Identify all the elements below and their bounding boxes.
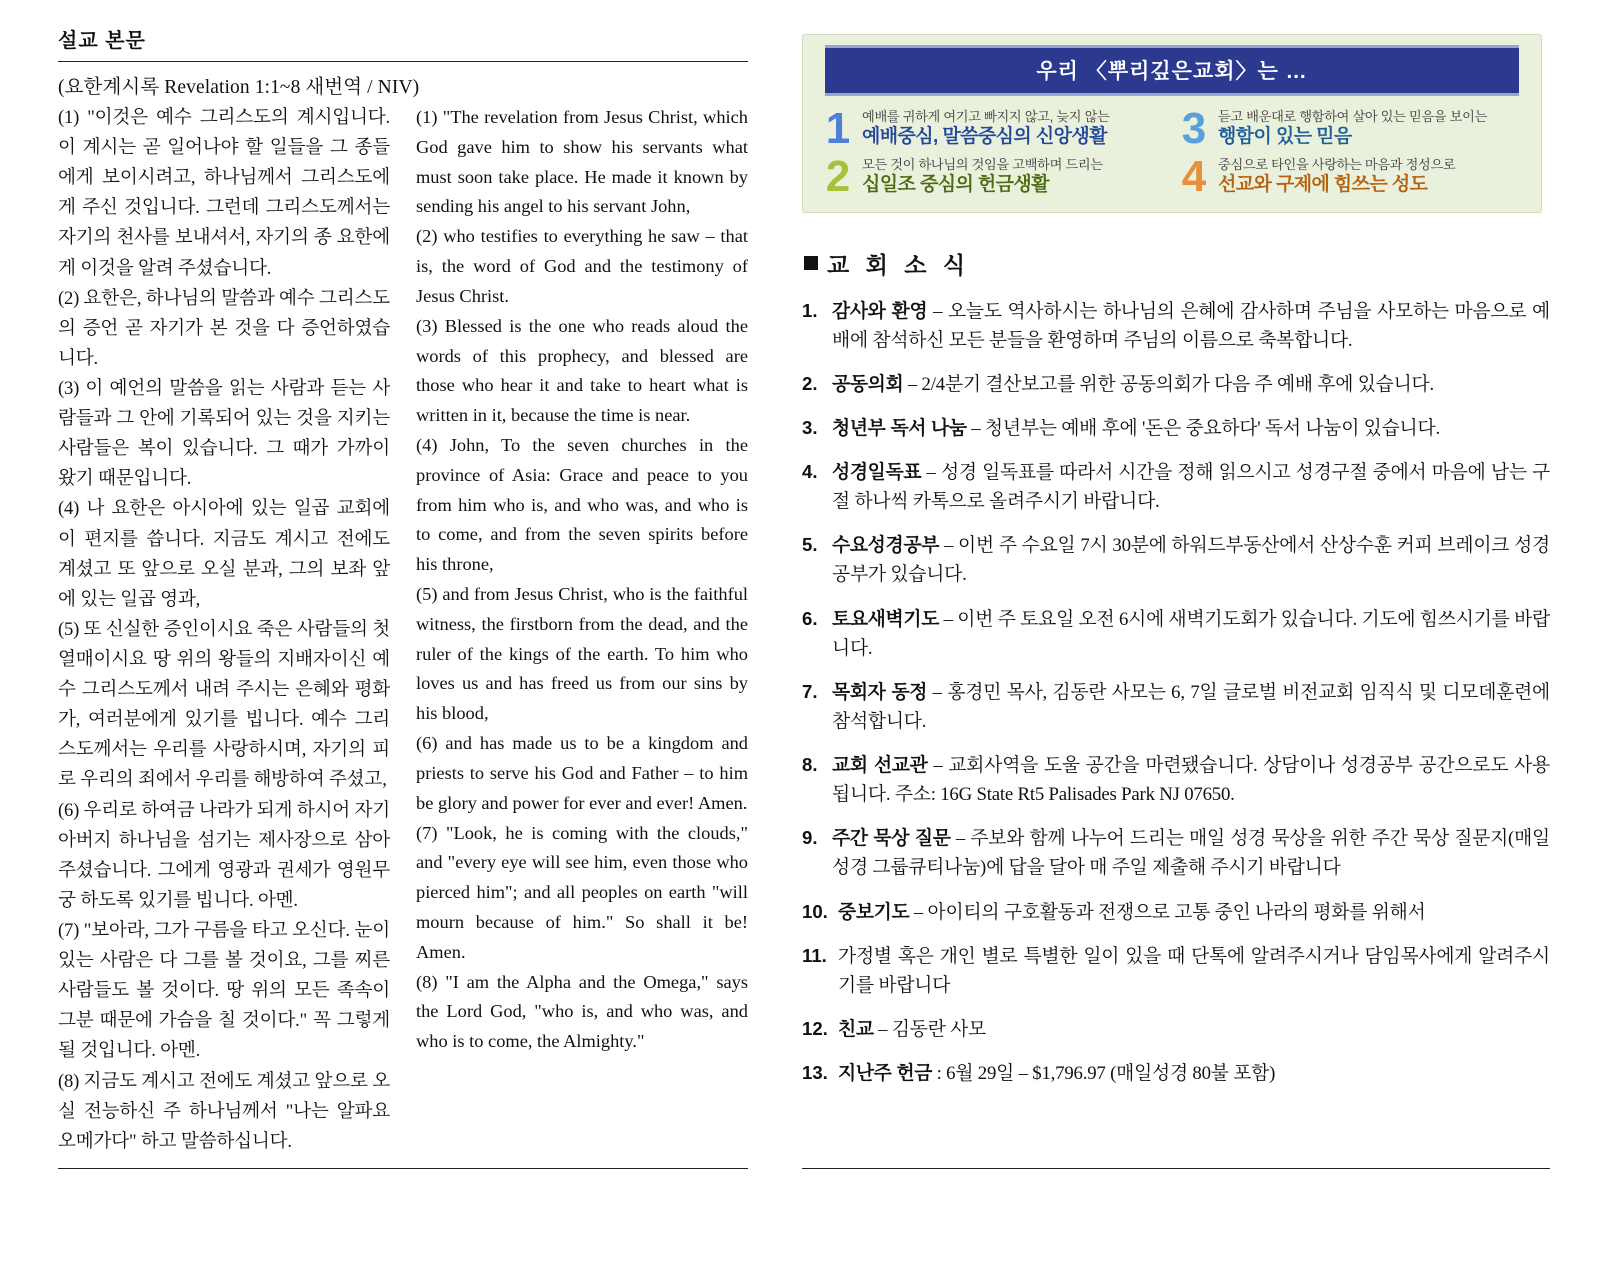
news-item-number: 12. [802,1017,828,1039]
scripture-english-column [416,103,748,1157]
list-item [802,750,1550,809]
right-page-bottom-divider [802,1168,1550,1169]
news-item-label: 지난주 헌금 [838,1062,933,1084]
news-item-label: 교회 선교관 [832,754,928,776]
news-item-number: 3. [802,416,818,438]
news-item-body [832,750,1550,809]
news-item-body [832,530,1550,589]
news-item-number: 5. [802,534,818,556]
news-item-body [832,413,1550,443]
news-item-text: – 오늘도 역사하시는 하나님의 은혜에 감사하며 주님을 사모하는 마음으로 예배에 참석하신 모든 분들을 환영하며 주님의 이름으로 축복합니다. [832,300,1550,351]
news-item-label: 공동의회 [832,372,904,394]
list-item [802,604,1550,663]
scripture-korean-column [58,103,390,1157]
news-item-number: 4. [802,461,818,483]
banner-items [815,104,1529,201]
scripture-korean-text: (1) "이것은 예수 그리스도의 계시입니다. 이 계시는 곧 일어나야 할 일들을 그 종들에게 보이시려고, 하나님께서 그리스도에게 주신 것입니다. 그런데 그리스도께서는 자기의 천사를 보내셔서, 자기의 종 요한에게 이것을 알려 주셨습니다. (2) 요한은, 하나님의 말씀과 예수 그리스도의 증언 곧 자기가 본 것을 다 증언하였습니다. (3) 이 예언의 말씀을 읽는 사람과 듣는 사람들과 그 안에 기록되어 있는 것을 지키는 사람들은 복이 있습니다. 그 때가 가까이 왔기 때문입니다. (4) 나 요한은 아시아에 있는 일곱 교회에 이 편지를 씁니다. 지금도 계시고 전에도 계셨고 또 앞으로 오실 분과, 그의 보좌 앞에 있는 일곱 영과, (5) 또 신실한 증인이시요 죽은 사람들의 첫 열매이시요 땅 위의 왕들의 지배자이신 예수 그리스도께서 내려 주시는 은혜와 평화가, 여러분에게 있기를 빕니다. 예수 그리스도께서는 우리를 사랑하시며, 자기의 피로 우리의 죄에서 우리를 해방하여 주셨고, (6) 우리로 하여금 나라가 되게 하시어 자기 아버지 하나님을 섬기는 제사장으로 삼아 주셨습니다. 그에게 영광과 권세가 영원무궁 하도록 있기를 빕니다. 아멘. (7) "보아라, 그가 구름을 타고 오신다. 눈이 있는 사람은 다 그를 볼 것이요, 그를 찌른 사람들도 볼 것이다. 땅 위의 모든 족속이 그분 때문에 가슴을 칠 것이다." 꼭 그렇게 될 것입니다. 아멘. (8) 지금도 계시고 전에도 계셨고 앞으로 오실 전능하신 주 하나님께서 "나는 알파요 오메가다" 하고 말씀하십니다. [58,107,390,1152]
list-item [802,413,1550,443]
news-item-label: 청년부 독서 나눔 [832,416,967,438]
news-item-label: 친교 [838,1017,874,1039]
left-page-bottom-divider [58,1168,748,1169]
news-item-label: 중보기도 [838,900,910,922]
news-item-number: 11. [802,944,827,966]
news-item-text: – 이번 주 수요일 7시 30분에 하워드부동산에서 산상수훈 커피 브레이크 성경공부가 있습니다. [832,535,1550,586]
list-item [802,941,1550,1000]
news-heading [804,247,1554,280]
news-item-body [832,296,1550,355]
list-item [802,823,1550,882]
news-item-body [832,604,1550,663]
banner-title: 우리 〈뿌리깊은교회〉는 … [825,45,1519,96]
banner-item-1-title: 예배중심, 말씀중심의 신앙생활 [862,126,1107,148]
banner-item-1-subtext: 예배를 귀하게 여기고 빠지지 않고, 늦지 않는 [862,109,1110,124]
list-item [802,457,1550,516]
banner-item-1-number: 1 [825,104,851,153]
news-item-body [832,823,1550,882]
scripture-english-text: (1) "The revelation from Jesus Christ, which God gave him to show his servants what must soon take place. He made it known by sending his angel to his servant John, (2) who testifies to everything he saw – that is, the word of God and the testimony of Jesus Christ. (3) Blessed is the one who reads aloud the words of this prophecy, and blessed are those who hear it and take to heart what is written in it, because the time is near. (4) John, To the seven churches in the province of Asia: Grace and peace to you from him who is, and who was, and who is to come, and from the seven spirits before his throne, (5) and from Jesus Christ, who is the faithful witness, the firstborn from the dead, and the ruler of the kings of the earth. To him who loves us and has freed us from our sins by his blood, (6) and has made us to be a kingdom and priests to serve his God and Father – to him be glory and power for ever and ever! Amen. (7) "Look, he is coming with the clouds," and "every eye will see him, even those who pierced him"; and all peoples on earth "will mourn because of him." So shall it be! Amen. (8) "I am the Alpha and the Omega," says the Lord God, "who is, and who was, and who is to come, the Almighty." [416,107,748,1052]
news-item-label: 목회자 동정 [832,680,928,702]
news-item-text: – 성경 일독표를 따라서 시간을 정해 읽으시고 성경구절 중에서 마음에 남는 구절 하나씩 카톡으로 올려주시기 바랍니다. [832,462,1550,513]
news-item-number: 9. [802,827,818,849]
news-item-number: 13. [802,1062,828,1084]
list-item [802,369,1550,399]
news-item-body [838,897,1550,927]
page-title: 설교 본문 [58,30,146,52]
banner-item-2 [821,151,1167,201]
scripture-reference: (요한계시록 Revelation 1:1~8 새번역 / NIV) [58,77,420,98]
banner-item-2-title: 십일조 중심의 헌금생활 [862,173,1049,195]
news-item-body [832,369,1550,399]
news-item-body [838,941,1550,1000]
list-item [802,1058,1550,1088]
title-divider [58,61,748,62]
news-item-label: 감사와 환영 [832,299,928,321]
banner-item-4 [1177,151,1523,201]
news-item-label: 주간 묵상 질문 [832,827,951,849]
list-item [802,1014,1550,1044]
right-page [760,0,1600,1288]
news-item-number: 7. [802,680,818,702]
news-item-body [838,1058,1550,1088]
news-item-text: – 교회사역을 도울 공간을 마련됐습니다. 상담이나 성경공부 공간으로도 사용됩니다. 주소: 16G State Rt5 Palisades Park NJ 07650. [832,755,1550,806]
news-item-number: 10. [802,900,828,922]
banner-item-2-number: 2 [825,151,851,201]
news-item-text: – 이번 주 토요일 오전 6시에 새벽기도회가 있습니다. 기도에 힘쓰시기를 바랍니다. [832,608,1550,659]
news-item-body [832,677,1550,736]
news-item-text: – 홍경민 목사, 김동란 사모는 6, 7일 글로벌 비전교회 임직식 및 디모데훈련에 참석합니다. [832,681,1550,732]
news-item-label: 토요새벽기도 [832,607,940,629]
news-item-text: – 아이티의 구호활동과 전쟁으로 고통 중인 나라의 평화를 위해서 [909,901,1426,923]
news-item-text: – 청년부는 예배 후에 '돈은 중요하다' 독서 나눔이 있습니다. [966,417,1440,439]
news-heading-label: 교 회 소 식 [827,251,971,278]
banner-item-1 [821,104,1167,153]
banner-item-3-title: 행함이 있는 믿음 [1218,126,1352,148]
news-item-body [838,1014,1550,1044]
banner-item-2-subtext: 모든 것이 하나님의 것임을 고백하며 드리는 [862,156,1103,172]
news-item-body [832,457,1550,516]
banner-item-3-subtext: 듣고 배운대로 행함하여 살아 있는 믿음을 보이는 [1218,109,1487,124]
news-item-label: 성경일독표 [832,461,922,483]
news-item-number: 1. [802,299,818,321]
banner-item-3-number: 3 [1181,104,1207,153]
scripture-columns [58,103,748,1157]
list-item [802,296,1550,355]
list-item [802,677,1550,736]
news-item-number: 2. [802,372,818,394]
list-item [802,530,1550,589]
news-item-text: – 주보와 함께 나누어 드리는 매일 성경 묵상을 위한 주간 묵상 질문지(매일성경 그룹큐티나눔)에 답을 달아 매 주일 제출해 주시기 바랍니다 [832,828,1550,879]
church-vision-banner [802,34,1542,213]
news-item-text: – 김동란 사모 [873,1018,987,1040]
news-item-label: 수요성경공부 [832,534,940,556]
news-list [802,296,1550,1089]
banner-item-3 [1177,104,1523,153]
banner-item-4-subtext: 중심으로 타인을 사랑하는 마음과 정성으로 [1218,156,1456,172]
news-item-text: – 2/4분기 결산보고를 위한 공동의회가 다음 주 예배 후에 있습니다. [903,373,1434,395]
left-page [0,0,760,1288]
banner-item-4-number: 4 [1181,151,1207,201]
square-bullet-icon [804,256,818,270]
news-item-text: : 6월 29일 – $1,796.97 (매일성경 80불 포함) [932,1063,1276,1085]
banner-item-4-title: 선교와 구제에 힘쓰는 성도 [1218,173,1428,195]
news-item-text: 가정별 혹은 개인 별로 특별한 일이 있을 때 단톡에 알려주시거나 담임목사에게 알려주시기를 바랍니다 [838,945,1550,996]
news-item-number: 6. [802,607,818,629]
news-item-number: 8. [802,754,818,776]
list-item [802,897,1550,927]
